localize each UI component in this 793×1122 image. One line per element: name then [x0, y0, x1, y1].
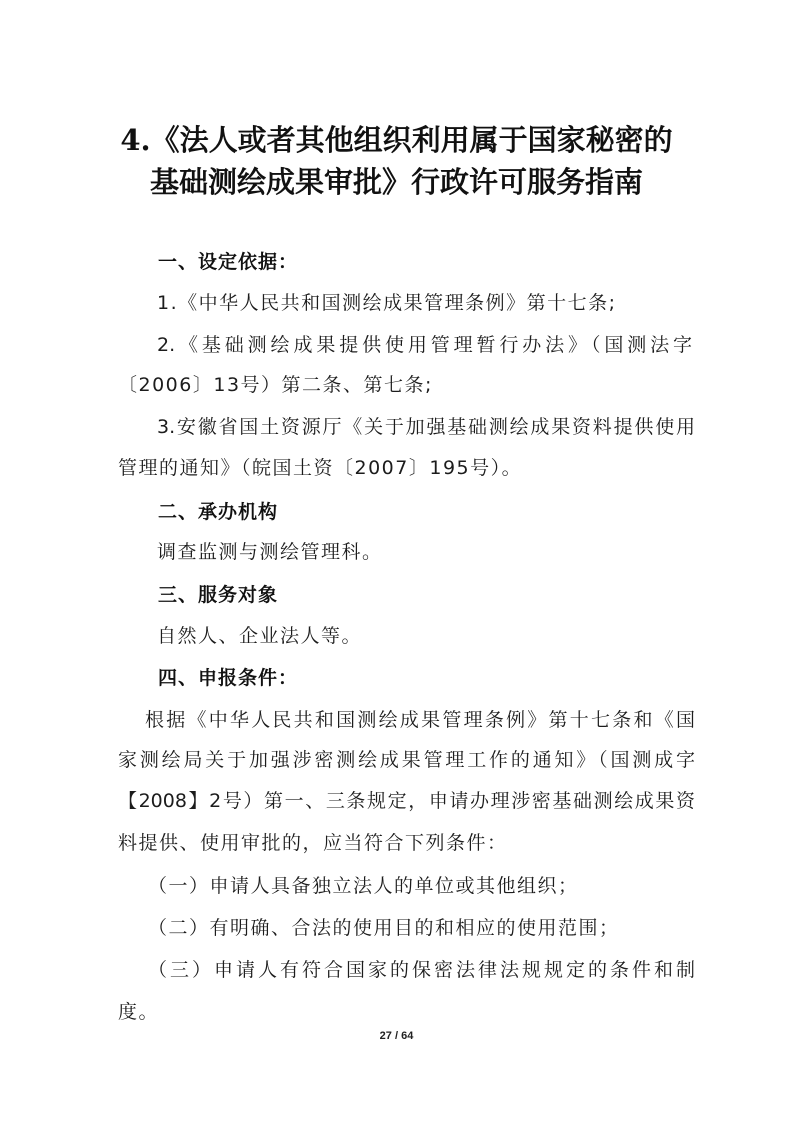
- section-heading-basis: 一、设定依据：: [158, 251, 299, 273]
- target-text: 自然人、企业法人等。: [157, 625, 363, 647]
- section-heading-agency: 二、承办机构: [158, 501, 279, 523]
- condition-item-1: （一）申请人具备独立法人的单位或其他组织；: [148, 875, 579, 897]
- conditions-intro-line-1: 根据《中华人民共和国测绘成果管理条例》第十七条和《国: [145, 709, 695, 731]
- basis-item-3-line-1: 3.安徽省国土资源厅《关于加强基础测绘成果资料提供使用: [157, 416, 695, 438]
- basis-item-2-line-2: 〔2006〕13号）第二条、第七条;: [118, 374, 433, 396]
- basis-item-2-line-1: 2.《基础测绘成果提供使用管理暂行办法》（国测法字: [157, 334, 692, 356]
- section-heading-conditions: 四、申报条件：: [158, 667, 299, 689]
- document-title-line-1: 4.《法人或者其他组织利用属于国家秘密的: [120, 123, 673, 157]
- basis-item-1: 1.《中华人民共和国测绘成果管理条例》第十七条;: [157, 292, 617, 314]
- agency-text: 调查监测与测绘管理科。: [157, 541, 383, 563]
- condition-item-3-line-2: 度。: [118, 1001, 160, 1023]
- basis-item-3-line-2: 管理的通知》（皖国土资〔2007〕195号）。: [118, 457, 523, 479]
- conditions-intro-line-4: 料提供、使用审批的，应当符合下列条件：: [118, 832, 508, 854]
- section-heading-target: 三、服务对象: [158, 584, 279, 606]
- condition-item-2: （二）有明确、合法的使用目的和相应的使用范围；: [148, 917, 620, 939]
- condition-item-3-line-1: （三）申请人有符合国家的保密法律法规规定的条件和制: [148, 959, 695, 981]
- conditions-intro-line-2: 家测绘局关于加强涉密测绘成果管理工作的通知》（国测成字: [118, 749, 695, 771]
- conditions-intro-line-3: 【2008】2号）第一、三条规定，申请办理涉密基础测绘成果资: [118, 790, 695, 812]
- page-number: 27 / 64: [379, 1030, 414, 1042]
- document-title-line-2: 基础测绘成果审批》行政许可服务指南: [149, 165, 643, 199]
